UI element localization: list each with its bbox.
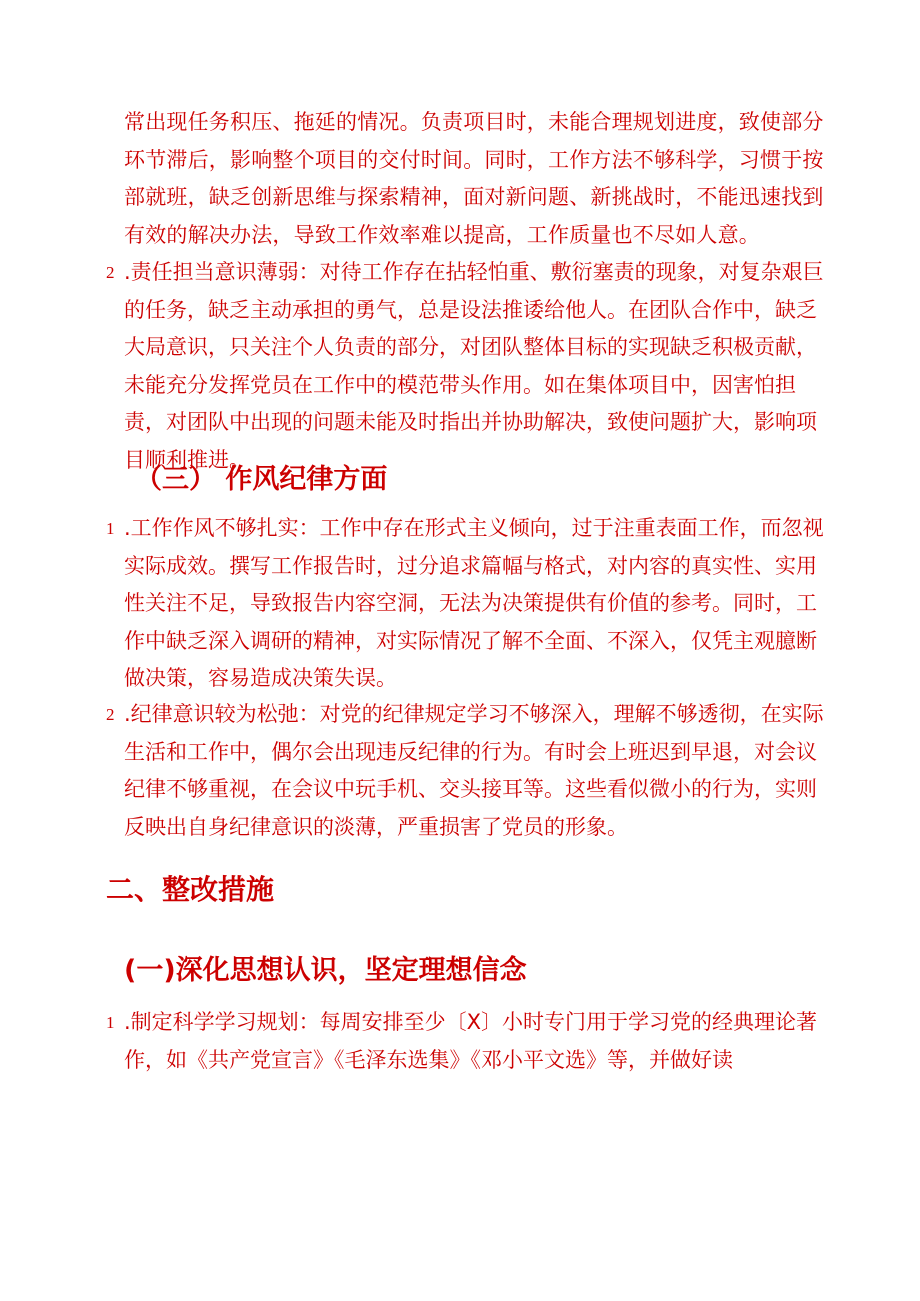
list-item-responsibility xyxy=(106,254,824,479)
list-number: 1 xyxy=(106,519,115,538)
chapter-heading-rectification: 二、整改措施 xyxy=(106,873,275,906)
paragraph-work-efficiency: 常出现任务积压、拖延的情况。负责项目时，未能合理规划进度，致使部分环节滞后，影响整个项目的交付时间。同时，工作方法不够科学，习惯于按部就班，缺乏创新思维与探索精神，面对新问题、新挑战时，不能迅速找到有效的解决办法，导致工作效率难以提高，工作质量也不尽如人意。 xyxy=(124,110,824,247)
list-item-text: .工作作风不够扎实：工作中存在形式主义倾向，过于注重表面工作，而忽视实际成效。撰写工作报告时，过分追求篇幅与格式，对内容的真实性、实用性关注不足，导致报告内容空洞，无法为决策提供有价值的参考。同时，工作中缺乏深入调研的精神，对实际情况了解不全面、不深入，仅凭主观臆断做决策，容易造成决策失误。 xyxy=(124,516,824,690)
section-heading-style-discipline: （三） 作风纪律方面 xyxy=(135,464,388,495)
list-item-text: .责任担当意识薄弱：对待工作存在拈轻怕重、敷衍塞责的现象，对复杂艰巨的任务，缺乏主动承担的勇气，总是设法推诿给他人。在团队合作中，缺乏大局意识，只关注个人负责的部分，对团队整体目标的实现缺乏积极贡献，未能充分发挥党员在工作中的模范带头作用。如在集体项目中，因害怕担责，对团队中出现的问题未能及时指出并协助解决，致使问题扩大，影响项目顺利推进。 xyxy=(124,260,824,472)
list-item-text: .纪律意识较为松弛：对党的纪律规定学习不够深入，理解不够透彻，在实际生活和工作中，偶尔会出现违反纪律的行为。有时会上班迟到早退，对会议纪律不够重视，在会议中玩手机、交头接耳等。这些看似微小的行为，实则反映出自身纪律意识的淡薄，严重损害了党员的形象。 xyxy=(124,702,824,839)
list-item-discipline-awareness xyxy=(106,696,824,846)
list-item-work-style xyxy=(106,510,824,698)
list-number: 1 xyxy=(106,1013,115,1032)
section-heading-deepen-thinking: (一)深化思想认识，坚定理想信念 xyxy=(124,955,527,986)
list-number: 2 xyxy=(106,705,115,724)
list-number: 2 xyxy=(106,263,115,282)
list-item-study-plan xyxy=(106,1004,824,1079)
list-item-text: .制定科学学习规划：每周安排至少〔X〕小时专门用于学习党的经典理论著作，如《共产党宣言》《毛泽东选集》《邓小平文选》等，并做好读 xyxy=(124,1010,818,1072)
